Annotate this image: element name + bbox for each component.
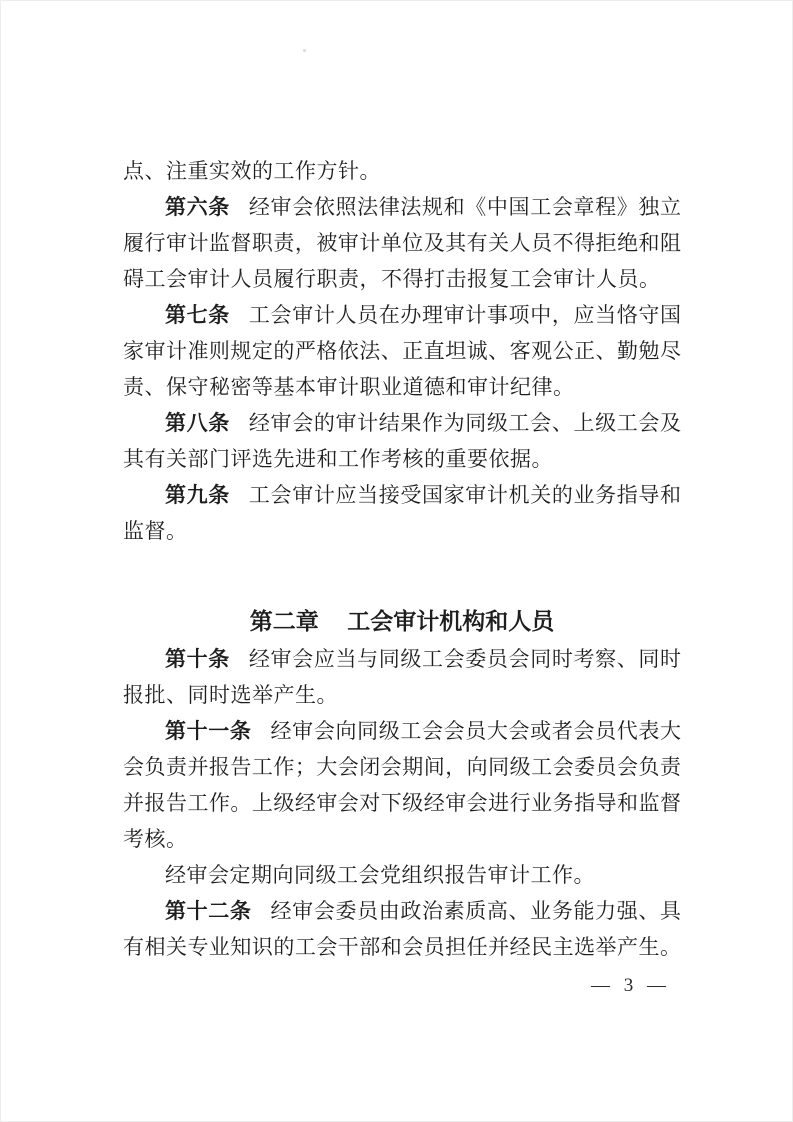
article-line <box>123 189 681 225</box>
line-text: 有相关专业知识的工会干部和会员担任并经民主选举产生。 <box>123 935 681 959</box>
line-text: 考核。 <box>123 827 188 851</box>
text-line <box>123 677 681 713</box>
page-number: — 3 — <box>591 975 667 996</box>
line-text: 并报告工作。上级经审会对下级经审会进行业务指导和监督 <box>123 791 681 815</box>
line-text: 经审会依照法律法规和《中国工会章程》独立 <box>248 195 682 219</box>
page-footer <box>123 975 681 997</box>
article-line <box>123 713 681 749</box>
line-text: 碍工会审计人员履行职责，不得打击报复工会审计人员。 <box>123 267 661 291</box>
chapter-heading <box>123 601 681 641</box>
article-line <box>123 641 681 677</box>
line-text: 点、注重实效的工作方针。 <box>123 159 381 183</box>
text-line <box>123 333 681 369</box>
chapter-title: 工会审计机构和人员 <box>347 608 555 634</box>
line-text: 经审会委员由政治素质高、业务能力强、具 <box>270 899 681 923</box>
text-line <box>123 153 681 189</box>
article-number: 第九条 <box>165 484 230 507</box>
article-number: 第七条 <box>165 304 230 327</box>
section-paragraphs <box>123 641 681 965</box>
text-line <box>123 441 681 477</box>
line-text: 家审计准则规定的严格依法、正直坦诚、客观公正、勤勉尽 <box>123 339 681 363</box>
article-line <box>123 893 681 929</box>
line-text: 责、保守秘密等基本审计职业道德和审计纪律。 <box>123 375 575 399</box>
article-line <box>123 405 681 441</box>
line-text: 经审会应当与同级工会委员会同时考察、同时 <box>248 647 682 671</box>
chapter-number: 第二章 <box>249 608 319 634</box>
text-line <box>123 785 681 821</box>
line-text: 其有关部门评选先进和工作考核的重要依据。 <box>123 447 553 471</box>
text-line <box>123 261 681 297</box>
line-text: 经审会向同级工会会员大会或者会员代表大 <box>270 719 681 743</box>
line-text: 会负责并报告工作；大会闭会期间，向同级工会委员会负责 <box>123 755 681 779</box>
line-text: 报批、同时选举产生。 <box>123 683 338 707</box>
article-number: 第十条 <box>165 648 230 671</box>
text-line <box>123 369 681 405</box>
text-line <box>123 513 681 549</box>
line-text: 监督。 <box>123 519 188 543</box>
body-paragraphs <box>123 153 681 549</box>
text-line <box>123 749 681 785</box>
article-number: 第六条 <box>165 196 230 219</box>
scan-artifact-speck <box>303 49 306 52</box>
text-line <box>123 225 681 261</box>
line-text: 经审会的审计结果作为同级工会、上级工会及 <box>248 411 682 435</box>
line-text: 工会审计应当接受国家审计机关的业务指导和 <box>248 483 682 507</box>
text-line <box>123 857 681 893</box>
article-number: 第十一条 <box>165 720 252 743</box>
line-text: 履行审计监督职责，被审计单位及其有关人员不得拒绝和阻 <box>123 231 681 255</box>
page-content <box>123 153 681 965</box>
line-text: 经审会定期向同级工会党组织报告审计工作。 <box>165 863 595 887</box>
article-number: 第八条 <box>165 412 230 435</box>
article-number: 第十二条 <box>165 900 252 923</box>
text-line <box>123 929 681 965</box>
article-line <box>123 297 681 333</box>
article-line <box>123 477 681 513</box>
text-line <box>123 821 681 857</box>
section-gap <box>123 549 681 601</box>
line-text: 工会审计人员在办理审计事项中，应当恪守国 <box>248 303 682 327</box>
